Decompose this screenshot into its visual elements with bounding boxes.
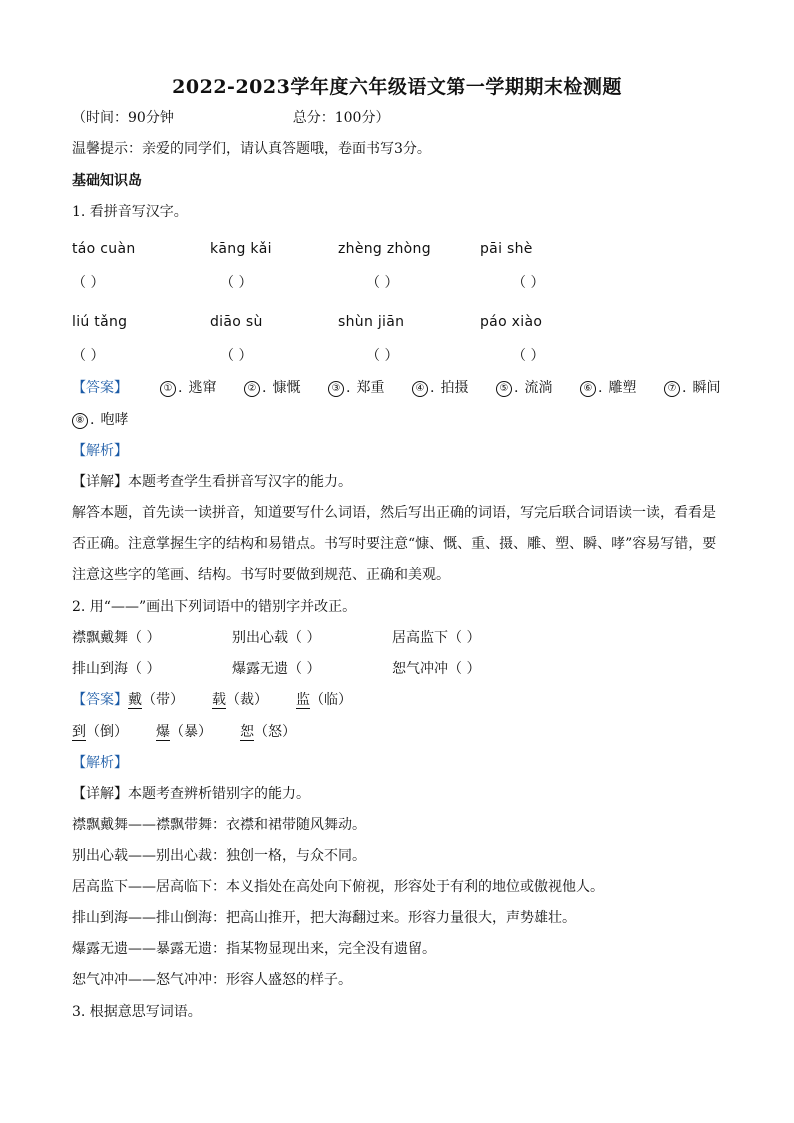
q1-blank-2[interactable]: （ ） bbox=[220, 275, 253, 291]
q2-item-5[interactable]: 爆露无遗（ ） bbox=[232, 661, 321, 677]
q1-blank-4[interactable]: （ ） bbox=[512, 275, 545, 291]
q2-explain-1: 襟飘戴舞——襟飘带舞：衣襟和裙带随风舞动。 bbox=[72, 817, 366, 833]
q1-pinyin-8: páo xiào bbox=[480, 314, 543, 330]
q2-stem: 2. 用“——”画出下列词语中的错别字并改正。 bbox=[72, 599, 357, 615]
q2-detail: 【详解】本题考查辨析错别字的能力。 bbox=[72, 786, 310, 802]
q2-item-2[interactable]: 别出心载（ ） bbox=[232, 630, 321, 646]
q1-blank-5[interactable]: （ ） bbox=[72, 348, 105, 364]
q1-stem: 1. 看拼音写汉字。 bbox=[72, 204, 188, 220]
q1-answer-1: ① . 逃窜 bbox=[160, 378, 216, 398]
q1-answer-4: ④ . 拍摄 bbox=[412, 378, 468, 398]
q2-explain-4: 排山到海——排山倒海：把高山推开，把大海翻过来。形容力量很大，声势雄壮。 bbox=[72, 910, 576, 926]
tip-text: 温馨提示：亲爱的同学们，请认真答题哦，卷面书写3分。 bbox=[72, 141, 431, 157]
q2-answer-4: 到（倒） bbox=[72, 724, 128, 740]
q1-answer-2: ② . 慷慨 bbox=[244, 378, 300, 398]
section-heading: 基础知识岛 bbox=[72, 173, 142, 189]
score-info: 总分：100分） bbox=[292, 110, 390, 126]
q1-blank-1[interactable]: （ ） bbox=[72, 275, 105, 291]
page-title: 2022-2023学年度六年级语文第一学期期末检测题 bbox=[172, 76, 622, 98]
q1-pinyin-4: pāi shè bbox=[480, 241, 533, 257]
q1-pinyin-5: liú tǎng bbox=[72, 314, 128, 330]
q2-item-1[interactable]: 襟飘戴舞（ ） bbox=[72, 630, 161, 646]
q1-answer-5: ⑤ . 流淌 bbox=[496, 378, 552, 398]
q1-answer-7: ⑦ . 瞬间 bbox=[664, 378, 720, 398]
q2-item-3[interactable]: 居高监下（ ） bbox=[392, 630, 481, 646]
q2-answer-label: 【答案】 bbox=[72, 692, 128, 708]
q1-blank-6[interactable]: （ ） bbox=[220, 348, 253, 364]
q2-analysis-label: 【解析】 bbox=[72, 755, 128, 771]
q2-answer-2: 载（裁） bbox=[212, 692, 268, 708]
q2-answer-1: 戴（带） bbox=[128, 692, 184, 708]
q2-answer-5: 爆（暴） bbox=[156, 724, 212, 740]
q2-item-4[interactable]: 排山到海（ ） bbox=[72, 661, 161, 677]
q1-blank-3[interactable]: （ ） bbox=[366, 275, 399, 291]
time-info: （时间：90分钟 bbox=[72, 110, 174, 126]
q1-answer-3: ③ . 郑重 bbox=[328, 378, 384, 398]
q1-explanation: 解答本题，首先读一读拼音，知道要写什么词语，然后写出正确的词语，写完后联合词语读一读，看看是否正确。注意掌握生字的结构和易错点。书写时要注意“慷、慨、重、摄、雕、塑、瞬、哮”容易写错，要注意这些字的笔画、结构。书写时要做到规范、正确和美观。 bbox=[72, 505, 717, 583]
q1-pinyin-1: táo cuàn bbox=[72, 241, 136, 257]
q2-answer-3: 监（临） bbox=[296, 692, 352, 708]
q1-pinyin-6: diāo sù bbox=[210, 314, 263, 330]
q1-detail: 【详解】本题考查学生看拼音写汉字的能力。 bbox=[72, 474, 352, 490]
q2-explain-3: 居高监下——居高临下：本义指处在高处向下俯视，形容处于有利的地位或傲视他人。 bbox=[72, 879, 604, 895]
q1-answer-label: 【答案】 bbox=[72, 380, 128, 396]
q2-explain-6: 恕气冲冲——怒气冲冲：形容人盛怒的样子。 bbox=[72, 972, 352, 988]
q2-explain-2: 别出心载——别出心裁：独创一格，与众不同。 bbox=[72, 848, 366, 864]
q1-blank-7[interactable]: （ ） bbox=[366, 348, 399, 364]
q1-pinyin-2: kāng kǎi bbox=[210, 241, 272, 257]
q1-answer-6: ⑥ . 雕塑 bbox=[580, 378, 636, 398]
q1-answer-8: ⑧ . 咆哮 bbox=[72, 410, 128, 430]
q2-item-6[interactable]: 恕气冲冲（ ） bbox=[392, 661, 481, 677]
q2-answer-6: 恕（怒） bbox=[240, 724, 296, 740]
q2-explain-5: 爆露无遗——暴露无遗：指某物显现出来，完全没有遗留。 bbox=[72, 941, 436, 957]
exam-meta bbox=[72, 108, 389, 128]
q1-pinyin-3: zhèng zhòng bbox=[338, 241, 431, 257]
q1-pinyin-7: shùn jiān bbox=[338, 314, 405, 330]
q1-analysis-label: 【解析】 bbox=[72, 443, 128, 459]
q3-stem: 3. 根据意思写词语。 bbox=[72, 1004, 202, 1020]
q1-blank-8[interactable]: （ ） bbox=[512, 348, 545, 364]
